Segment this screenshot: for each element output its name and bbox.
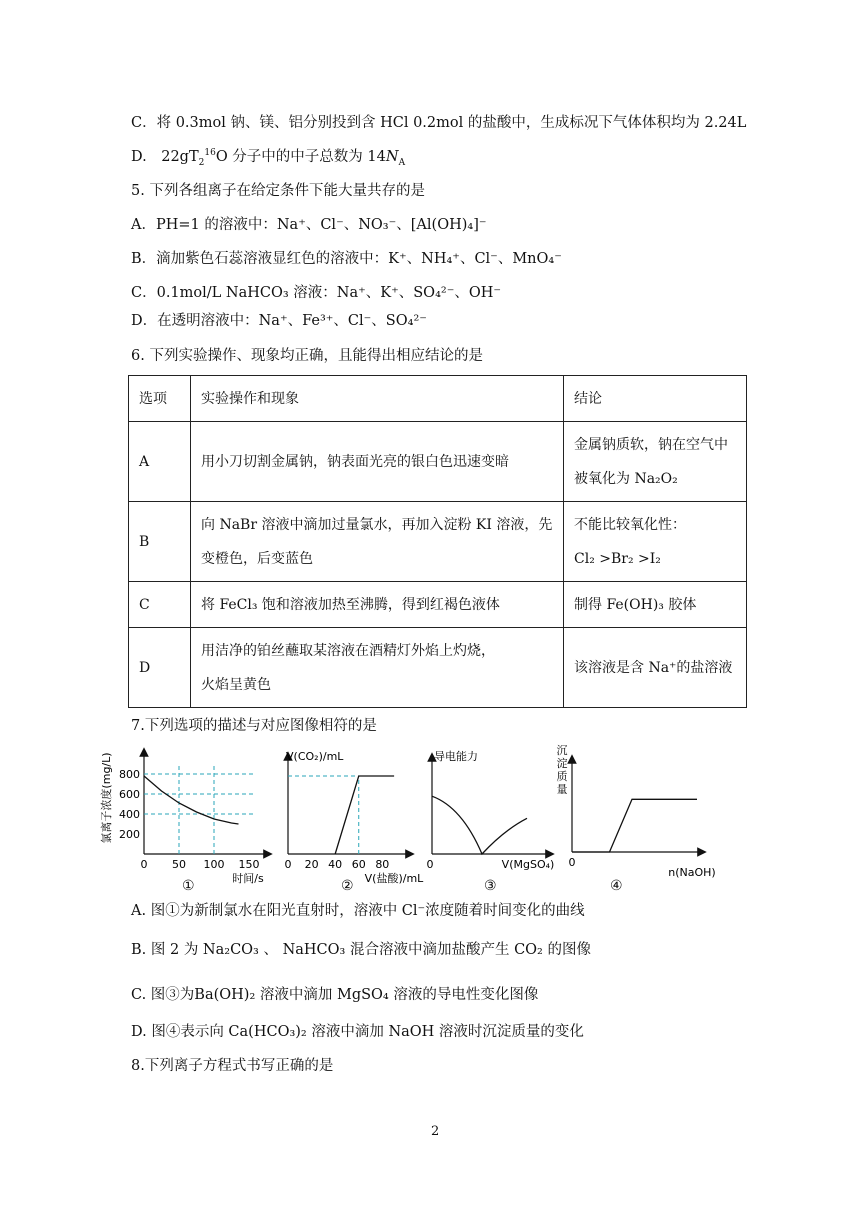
x-axis-label: V(盐酸)/mL bbox=[364, 872, 424, 885]
graph-label-2: ② bbox=[341, 878, 354, 894]
graph-label-1: ① bbox=[182, 878, 195, 894]
y-tick-label: 600 bbox=[119, 788, 140, 801]
page-number: 2 bbox=[431, 1124, 440, 1139]
row-option: B bbox=[129, 502, 191, 582]
x-tick-label: 0 bbox=[140, 858, 148, 871]
row-option: A bbox=[129, 422, 191, 502]
con-line: Cl₂ >Br₂ >I₂ bbox=[574, 550, 661, 567]
graph-3-plot bbox=[427, 749, 555, 871]
x-tick-label: 20 bbox=[304, 858, 319, 871]
graph-label-4: ④ bbox=[610, 878, 623, 894]
table-row bbox=[129, 582, 747, 628]
q7-option-d: D. 图④表示向 Ca(HCO₃)₂ 溶液中滴加 NaOH 溶液时沉淀质量的变化 bbox=[131, 1024, 584, 1040]
y-axis-label: 沉淀质量 bbox=[556, 744, 568, 796]
q7-option-b: B. 图 2 为 Na₂CO₃ 、 NaHCO₃ 混合溶液中滴加盐酸产生 CO₂ 的图像 bbox=[131, 942, 591, 958]
x-tick-label: 150 bbox=[238, 858, 260, 871]
q7-title: 7.下列选项的描述与对应图像相符的是 bbox=[131, 718, 377, 734]
q4-d-na: N bbox=[385, 149, 399, 165]
q5-title: 5. 下列各组离子在给定条件下能大量共存的是 bbox=[131, 183, 425, 199]
x-axis-label: 时间/s bbox=[232, 872, 264, 885]
op-line: 火焰呈黄色 bbox=[201, 676, 271, 693]
experiment-table bbox=[128, 375, 747, 708]
con-line: 制得 Fe(OH)₃ 胶体 bbox=[574, 596, 697, 613]
x-tick-label: 60 bbox=[351, 858, 366, 871]
con-line: 该溶液是含 Na⁺的盐溶液 bbox=[574, 659, 733, 676]
y-tick-label: 800 bbox=[119, 768, 140, 781]
table-row bbox=[129, 502, 747, 582]
q4-option-d bbox=[131, 147, 405, 167]
x-tick-label: 40 bbox=[328, 858, 343, 871]
header-operation: 实验操作和现象 bbox=[191, 376, 564, 422]
x-tick-label: 80 bbox=[375, 858, 390, 871]
series-line bbox=[572, 799, 697, 852]
y-tick-label: 200 bbox=[119, 828, 140, 841]
row-option: C bbox=[129, 582, 191, 628]
graph-4-plot bbox=[557, 744, 716, 879]
graph-2 bbox=[268, 742, 428, 886]
y-axis-label: V(CO₂)/mL bbox=[286, 750, 344, 763]
y-tick-label: 400 bbox=[119, 808, 140, 821]
row-conclusion bbox=[564, 422, 747, 502]
row-operation bbox=[191, 422, 564, 502]
x-axis-label: n(NaOH) bbox=[668, 866, 716, 879]
graph-3-svg bbox=[420, 742, 570, 882]
con-line: 不能比较氧化性： bbox=[574, 516, 686, 533]
graph-2-plot bbox=[285, 750, 425, 885]
row-operation bbox=[191, 582, 564, 628]
con-line: 金属钠质软，钠在空气中 bbox=[574, 436, 728, 453]
q4-d-na-sub: A bbox=[398, 157, 406, 168]
op-line: 用小刀切割金属钠，钠表面光亮的银白色迅速变暗 bbox=[201, 453, 509, 470]
row-conclusion bbox=[564, 582, 747, 628]
q4-d-sub: 2 bbox=[198, 157, 205, 168]
op-line: 变橙色，后变蓝色 bbox=[201, 550, 313, 567]
graph-1-svg bbox=[100, 742, 270, 885]
q5-option-a: A．PH=1 的溶液中：Na⁺、Cl⁻、NO₃⁻、[Al(OH)₄]⁻ bbox=[131, 217, 487, 233]
q8-title: 8.下列离子方程式书写正确的是 bbox=[131, 1058, 334, 1074]
graph-4-svg bbox=[552, 742, 716, 882]
con-line: 被氧化为 Na₂O₂ bbox=[574, 470, 678, 487]
row-conclusion bbox=[564, 628, 747, 708]
series-line bbox=[144, 776, 239, 824]
q4-option-c: C．将 0.3mol 钠、镁、铝分别投到含 HCl 0.2mol 的盐酸中，生成标况下气体体积均为 2.24L bbox=[131, 115, 747, 131]
x-tick-label: 100 bbox=[203, 858, 225, 871]
graph-2-svg bbox=[268, 742, 428, 885]
q7-option-a: A. 图①为新制氯水在阳光直射时，溶液中 Cl⁻浓度随着时间变化的曲线 bbox=[131, 903, 585, 919]
graph-1-plot bbox=[99, 752, 268, 885]
series-line bbox=[432, 796, 527, 854]
row-operation bbox=[191, 502, 564, 582]
op-line: 将 FeCl₃ 饱和溶液加热至沸腾，得到红褐色液体 bbox=[201, 596, 500, 613]
graph-3 bbox=[420, 742, 570, 886]
op-line: 向 NaBr 溶液中滴加过量氯水，再加入淀粉 KI 溶液，先 bbox=[201, 516, 553, 533]
q5-option-c: C．0.1mol/L NaHCO₃ 溶液：Na⁺、K⁺、SO₄²⁻、OH⁻ bbox=[131, 285, 502, 301]
q6-title: 6. 下列实验操作、现象均正确，且能得出相应结论的是 bbox=[131, 348, 483, 364]
graph-4 bbox=[552, 742, 716, 886]
header-conclusion: 结论 bbox=[564, 376, 747, 422]
graph-label-3: ③ bbox=[484, 878, 497, 894]
row-conclusion bbox=[564, 502, 747, 582]
graph-1 bbox=[100, 742, 270, 886]
q5-option-b: B．滴加紫色石蕊溶液显红色的溶液中：K⁺、NH₄⁺、Cl⁻、MnO₄⁻ bbox=[131, 251, 562, 267]
x-tick-label: 0 bbox=[568, 856, 576, 869]
row-option: D bbox=[129, 628, 191, 708]
x-tick-label: 0 bbox=[284, 858, 292, 871]
x-tick-label: 0 bbox=[426, 858, 434, 871]
row-operation bbox=[191, 628, 564, 708]
series-line bbox=[335, 776, 394, 854]
x-tick-label: 50 bbox=[172, 858, 186, 871]
q4-d-pre: D. 22gT bbox=[131, 149, 199, 165]
q5-option-d: D．在透明溶液中：Na⁺、Fe³⁺、Cl⁻、SO₄²⁻ bbox=[131, 313, 427, 329]
table-row bbox=[129, 422, 747, 502]
header-option: 选项 bbox=[129, 376, 191, 422]
op-line: 用洁净的铂丝蘸取某溶液在酒精灯外焰上灼烧， bbox=[201, 642, 495, 659]
table-row bbox=[129, 628, 747, 708]
table-header-row bbox=[129, 376, 747, 422]
q4-d-sup: 16 bbox=[204, 148, 216, 159]
q4-d-post: O 分子中的中子总数为 14 bbox=[215, 149, 386, 165]
x-axis-label: V(MgSO₄) bbox=[501, 858, 555, 871]
y-axis-label: 导电能力 bbox=[434, 750, 478, 763]
y-axis-label: 氯离子浓度(mg/L) bbox=[100, 752, 113, 844]
q7-option-c: C. 图③为Ba(OH)₂ 溶液中滴加 MgSO₄ 溶液的导电性变化图像 bbox=[131, 987, 539, 1003]
